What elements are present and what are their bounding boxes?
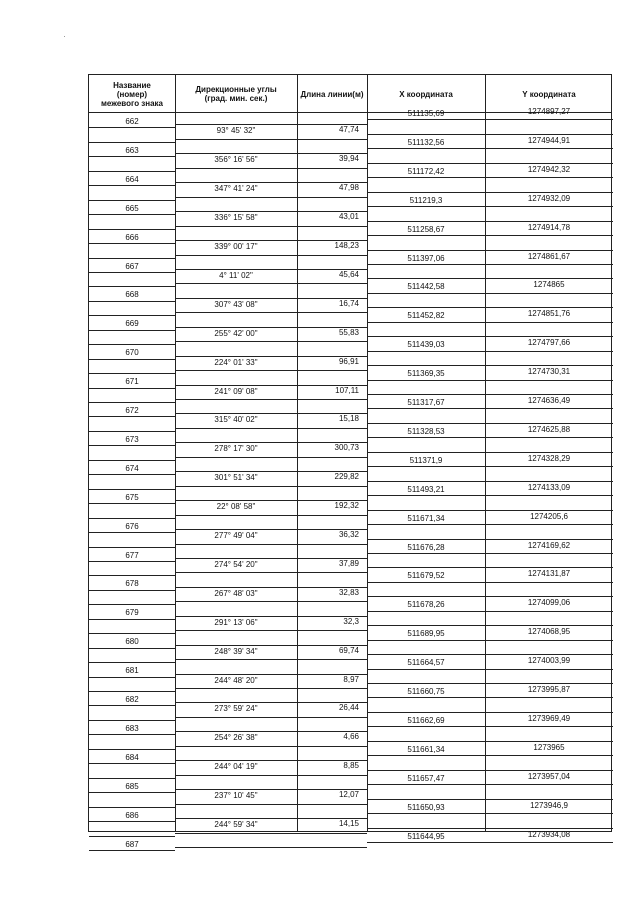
point-x: 511132,56 [407, 137, 445, 147]
segment-length: 12,07 [338, 790, 359, 800]
row-divider [175, 283, 367, 284]
point-y: 1274861,67 [527, 251, 571, 261]
row-divider [367, 264, 613, 265]
row-divider [89, 445, 175, 446]
point-y: 1274131,87 [527, 569, 571, 579]
segment-length: 8,97 [343, 674, 359, 684]
point-x: 511397,06 [407, 253, 445, 263]
point-y: 1274914,78 [527, 222, 571, 232]
point-x: 511660,75 [407, 687, 445, 696]
row-divider [175, 428, 367, 429]
row-divider [175, 659, 367, 660]
row-divider [367, 351, 613, 352]
row-divider [367, 452, 613, 453]
point-name: 686 [125, 810, 139, 820]
row-divider [89, 677, 175, 678]
row-divider [89, 301, 175, 302]
point-name: 663 [125, 145, 139, 155]
segment-angle: 244° 04' 19" [214, 762, 258, 772]
row-divider [89, 431, 175, 432]
row-divider [89, 171, 175, 172]
row-divider [175, 775, 367, 776]
segment-length: 32,83 [338, 587, 359, 597]
segment-angle: 267° 48' 03" [214, 588, 258, 598]
segment-angle: 336° 15' 58" [214, 213, 258, 223]
row-divider [367, 712, 613, 713]
point-y: 1274851,76 [527, 309, 571, 319]
row-divider [89, 474, 175, 475]
point-name: 683 [125, 723, 139, 733]
segment-angle: 4° 11' 02" [219, 270, 253, 280]
row-divider [367, 221, 613, 222]
row-divider [367, 842, 613, 843]
point-name: 667 [125, 261, 139, 271]
row-divider [367, 553, 613, 554]
row-divider [89, 532, 175, 533]
point-name: 682 [125, 695, 139, 704]
row-divider [89, 792, 175, 793]
row-divider [175, 399, 367, 400]
row-divider [175, 717, 367, 718]
point-x: 511678,26 [407, 600, 445, 610]
row-divider [175, 804, 367, 805]
point-x: 511671,34 [407, 513, 445, 523]
row-divider [89, 734, 175, 735]
row-divider [89, 575, 175, 576]
segment-angle: 274° 54' 20" [214, 559, 258, 569]
row-divider [367, 394, 613, 395]
row-divider [89, 619, 175, 620]
segment-angle: 347° 41' 24" [214, 184, 258, 194]
point-name: 684 [125, 752, 139, 762]
row-divider [89, 561, 175, 562]
point-y: 1274865 [533, 280, 565, 290]
row-divider [89, 286, 175, 287]
row-divider [367, 596, 613, 597]
row-divider [89, 258, 175, 259]
row-divider [89, 315, 175, 316]
row-divider [367, 336, 613, 337]
row-divider [89, 720, 175, 721]
segment-length: 47,98 [338, 183, 359, 193]
point-y: 1274932,09 [527, 193, 571, 203]
segment-length: 8,85 [343, 761, 359, 771]
row-divider [89, 229, 175, 230]
point-y: 1273934,08 [527, 829, 571, 839]
segment-length: 32,3 [343, 616, 359, 626]
row-divider [367, 380, 613, 381]
segment-length: 36,32 [338, 530, 359, 540]
row-divider [367, 726, 613, 727]
point-x: 511317,67 [407, 398, 445, 407]
row-divider [367, 567, 613, 568]
row-divider [175, 746, 367, 747]
row-divider [367, 437, 613, 438]
row-divider [175, 630, 367, 631]
row-divider [89, 185, 175, 186]
row-divider [367, 466, 613, 467]
header-length: Длина линии(м) [300, 89, 364, 99]
row-divider [367, 784, 613, 785]
row-divider [367, 192, 613, 193]
row-divider [89, 402, 175, 403]
segment-length: 69,74 [338, 645, 359, 655]
segment-angle: 277° 49' 04" [214, 531, 258, 541]
segment-length: 229,82 [334, 472, 359, 482]
row-divider [367, 770, 613, 771]
segment-angle: 224° 01' 33" [214, 357, 258, 367]
segment-length: 45,64 [338, 269, 359, 279]
segment-length: 39,94 [338, 154, 359, 164]
point-y: 1274068,95 [527, 627, 571, 637]
row-divider [367, 539, 613, 540]
row-divider [367, 640, 613, 641]
point-x: 511657,47 [407, 773, 445, 783]
point-y: 1273965 [533, 742, 565, 752]
row-divider [367, 582, 613, 583]
point-x: 511369,35 [407, 369, 445, 379]
point-y: 1273995,87 [527, 685, 571, 694]
point-x: 511650,93 [407, 802, 445, 812]
point-y: 1274328,29 [527, 453, 571, 463]
row-divider [89, 633, 175, 634]
row-divider [89, 214, 175, 215]
row-divider [175, 515, 367, 516]
row-divider [89, 416, 175, 417]
point-name: 681 [125, 666, 139, 676]
point-name: 666 [125, 232, 139, 242]
segment-length: 192,32 [334, 501, 359, 511]
row-divider [89, 156, 175, 157]
row-divider [175, 572, 367, 573]
point-name: 680 [125, 637, 139, 647]
segment-angle: 244° 48' 20" [214, 675, 258, 685]
point-y: 1273969,49 [527, 713, 571, 723]
point-y: 1274169,62 [527, 540, 571, 550]
point-y: 1273946,9 [530, 800, 568, 810]
header-name: Название (номер) межевого знака [100, 80, 164, 108]
row-divider [175, 226, 367, 227]
row-divider [89, 807, 175, 808]
point-x: 511371,9 [409, 455, 443, 465]
point-name: 669 [125, 319, 139, 329]
row-divider [367, 828, 613, 829]
segment-angle: 278° 17' 30" [214, 444, 258, 454]
scan-speck [64, 36, 65, 37]
point-name: 687 [125, 839, 139, 849]
row-divider [89, 518, 175, 519]
segment-length: 96,91 [338, 356, 359, 366]
row-divider [367, 741, 613, 742]
row-divider [367, 495, 613, 496]
row-divider [89, 691, 175, 692]
segment-length: 43,01 [338, 212, 359, 222]
segment-length: 15,18 [338, 414, 359, 424]
row-divider [367, 365, 613, 366]
row-divider [367, 654, 613, 655]
row-divider [89, 662, 175, 663]
point-x: 511664,57 [407, 658, 445, 668]
segment-angle: 255° 42' 00" [214, 328, 258, 338]
point-name: 678 [125, 579, 139, 589]
row-divider [367, 423, 613, 424]
row-divider [367, 697, 613, 698]
segment-length: 300,73 [334, 443, 359, 453]
row-divider [89, 749, 175, 750]
point-name: 677 [125, 550, 139, 560]
point-y: 1274797,66 [527, 338, 571, 348]
row-divider [89, 705, 175, 706]
segment-angle: 93° 45' 32" [216, 126, 256, 136]
row-divider [175, 139, 367, 140]
point-y: 1274942,32 [527, 164, 571, 174]
row-divider [89, 200, 175, 201]
point-x: 511644,95 [407, 831, 445, 841]
point-x: 511679,52 [407, 571, 445, 581]
row-divider [367, 408, 613, 409]
row-divider [89, 330, 175, 331]
row-divider [89, 763, 175, 764]
row-divider [175, 688, 367, 689]
row-divider [367, 524, 613, 525]
row-divider [367, 307, 613, 308]
point-y: 1274636,49 [527, 396, 571, 405]
segment-angle: 254° 26' 38" [214, 733, 258, 743]
point-y: 1274133,09 [527, 482, 571, 492]
row-divider [175, 312, 367, 313]
row-divider [89, 243, 175, 244]
row-divider [367, 278, 613, 279]
row-divider [89, 778, 175, 779]
row-divider [367, 148, 613, 149]
row-divider [175, 601, 367, 602]
row-divider [367, 250, 613, 251]
segment-angle: 241° 09' 08" [214, 386, 258, 396]
row-divider [367, 683, 613, 684]
row-divider [175, 255, 367, 256]
row-divider [89, 359, 175, 360]
row-divider [367, 177, 613, 178]
row-divider [367, 322, 613, 323]
row-divider [89, 590, 175, 591]
row-divider [89, 604, 175, 605]
row-divider [89, 850, 175, 851]
point-y: 1274205,6 [530, 511, 568, 521]
point-name: 670 [125, 348, 139, 358]
row-divider [367, 625, 613, 626]
segment-length: 47,74 [338, 125, 359, 135]
point-y: 1274944,91 [527, 135, 571, 145]
segment-length: 107,11 [335, 385, 359, 395]
row-divider [175, 370, 367, 371]
row-divider [175, 341, 367, 342]
point-y: 1274730,31 [527, 367, 571, 377]
row-divider [175, 544, 367, 545]
row-divider [89, 460, 175, 461]
row-divider [367, 206, 613, 207]
row-divider [89, 648, 175, 649]
point-y: 1273957,04 [527, 771, 571, 781]
header-angle: Дирекционные углы (град. мин. сек.) [195, 85, 277, 103]
point-name: 679 [125, 608, 139, 618]
point-x: 511135,69 [407, 109, 445, 118]
row-divider [367, 669, 613, 670]
point-x: 511439,03 [407, 340, 445, 350]
point-x: 511676,28 [407, 542, 445, 552]
segment-length: 148,23 [334, 241, 359, 251]
point-name: 673 [125, 434, 139, 444]
point-x: 511661,34 [407, 744, 445, 754]
row-divider [89, 489, 175, 490]
point-name: 671 [125, 377, 139, 387]
segment-angle: 356° 16' 56" [214, 155, 258, 165]
point-name: 668 [125, 290, 139, 300]
point-y: 1274099,06 [527, 598, 571, 608]
row-divider [175, 847, 367, 848]
point-x: 511172,42 [407, 166, 445, 176]
segment-length: 16,74 [338, 298, 359, 308]
segment-length: 26,44 [338, 703, 359, 713]
row-divider [367, 134, 613, 135]
point-x: 511258,67 [407, 224, 445, 234]
row-divider [367, 163, 613, 164]
point-x: 511452,82 [407, 311, 445, 321]
row-divider [89, 373, 175, 374]
header-y: Y координата [522, 89, 576, 99]
row-divider [367, 799, 613, 800]
segment-angle: 301° 51' 34" [214, 473, 258, 483]
segment-angle: 244° 59' 34" [214, 820, 258, 830]
row-divider [89, 142, 175, 143]
row-divider [175, 833, 367, 834]
segment-angle: 248° 39' 34" [214, 646, 258, 656]
row-divider [89, 272, 175, 273]
segment-angle: 237° 10' 45" [214, 791, 258, 801]
header-x: X координата [399, 89, 453, 99]
segment-angle: 22° 08' 58" [216, 502, 256, 512]
row-divider [89, 821, 175, 822]
segment-length: 55,83 [338, 327, 359, 337]
segment-length: 37,89 [338, 558, 359, 568]
row-divider [175, 486, 367, 487]
row-divider [89, 344, 175, 345]
point-y: 1274003,99 [527, 656, 571, 666]
row-divider [175, 457, 367, 458]
row-divider [367, 813, 613, 814]
row-divider [367, 481, 613, 482]
point-name: 665 [125, 203, 139, 213]
segment-angle: 339° 00' 17" [214, 242, 258, 252]
segment-angle: 307° 43' 08" [214, 299, 258, 309]
point-name: 675 [125, 492, 139, 502]
row-divider [89, 388, 175, 389]
row-divider [367, 755, 613, 756]
row-divider [367, 119, 613, 120]
point-name: 672 [125, 406, 139, 415]
point-x: 511219,3 [409, 195, 443, 205]
row-divider [175, 197, 367, 198]
segment-angle: 273° 59' 24" [214, 704, 258, 714]
point-x: 511493,21 [407, 484, 445, 494]
point-x: 511328,53 [407, 426, 445, 436]
segment-length: 4,66 [343, 732, 359, 742]
row-divider [89, 127, 175, 128]
row-divider [89, 836, 175, 837]
point-name: 674 [125, 463, 139, 473]
segment-angle: 291° 13' 06" [214, 617, 258, 627]
row-divider [89, 503, 175, 504]
row-divider [367, 510, 613, 511]
point-x: 511689,95 [407, 629, 445, 639]
point-name: 664 [125, 174, 139, 184]
point-x: 511662,69 [407, 715, 445, 725]
point-name: 685 [125, 781, 139, 791]
point-x: 511442,58 [407, 282, 445, 292]
row-divider [89, 547, 175, 548]
row-divider [367, 293, 613, 294]
point-name: 662 [125, 117, 139, 126]
row-divider [175, 168, 367, 169]
row-divider [367, 611, 613, 612]
segment-length: 14,15 [338, 819, 359, 829]
coordinates-table [88, 74, 612, 849]
point-y: 1274625,88 [527, 424, 571, 434]
row-divider [367, 235, 613, 236]
point-y: 1274897,27 [527, 107, 571, 116]
segment-angle: 315° 40' 02" [214, 415, 258, 425]
point-name: 676 [125, 521, 139, 531]
